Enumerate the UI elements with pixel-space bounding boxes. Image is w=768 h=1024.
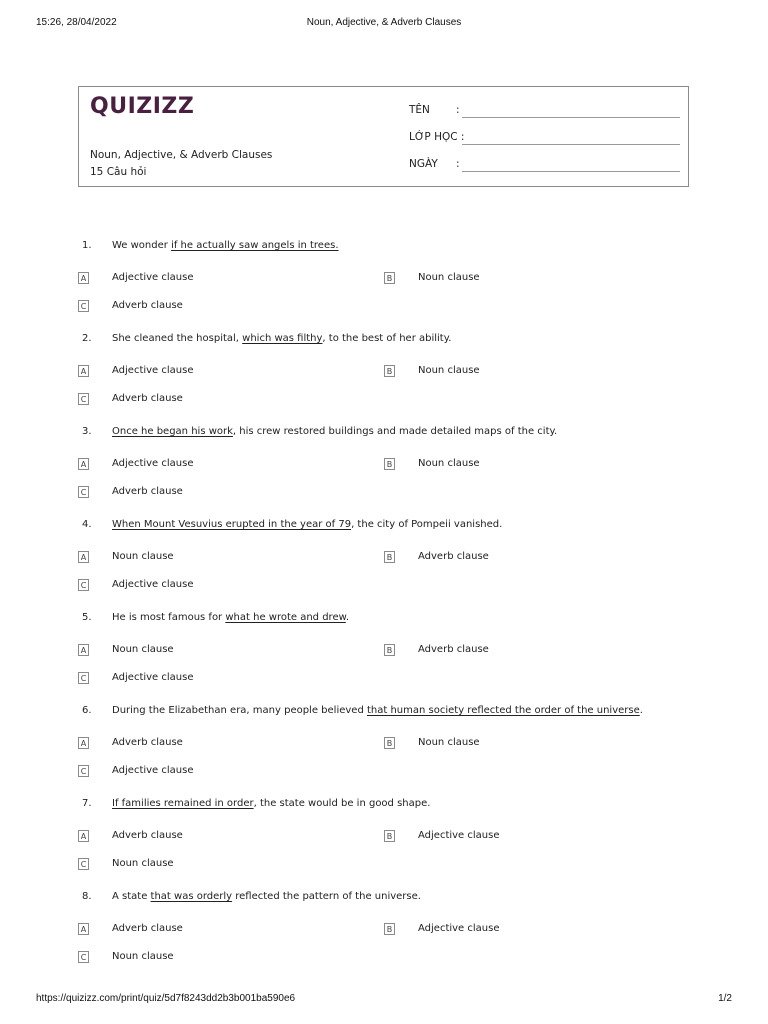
option-letter-box: C <box>78 486 89 498</box>
option-text: Noun clause <box>112 644 174 655</box>
question-number: 2. <box>82 333 92 344</box>
option-letter-box: A <box>78 458 89 470</box>
question-text: She cleaned the hospital, which was filthy, to the best of her ability. <box>112 333 452 344</box>
option-letter-box: A <box>78 272 89 284</box>
name-colon: : <box>456 104 460 116</box>
option-letter-box: A <box>78 737 89 749</box>
class-label: LỚP HỌC : <box>409 131 465 143</box>
question-text: When Mount Vesuvius erupted in the year of 79, the city of Pompeii vanished. <box>112 519 503 530</box>
class-input-line[interactable] <box>462 144 680 145</box>
option-text: Noun clause <box>112 951 174 962</box>
option-letter-box: B <box>384 365 395 377</box>
underlined-clause: Once he began his work <box>112 426 233 437</box>
date-colon: : <box>456 158 460 170</box>
question-number: 6. <box>82 705 92 716</box>
option-text: Adverb clause <box>112 486 183 497</box>
date-input-line[interactable] <box>462 171 680 172</box>
option-letter-box: B <box>384 737 395 749</box>
underlined-clause: that was orderly <box>150 891 233 902</box>
question-item <box>78 333 690 423</box>
option-letter-box: B <box>384 830 395 842</box>
option-letter-box: A <box>78 551 89 563</box>
question-item <box>78 891 690 981</box>
question-text: Once he began his work, his crew restored buildings and made detailed maps of the city. <box>112 426 558 437</box>
question-item <box>78 426 690 516</box>
underlined-clause: that human society reflected the order of the universe <box>366 705 640 716</box>
option-letter-box: B <box>384 272 395 284</box>
option-letter-box: C <box>78 579 89 591</box>
print-header <box>36 17 732 31</box>
question-item <box>78 705 690 795</box>
option-text: Adjective clause <box>112 765 194 776</box>
option-letter-box: C <box>78 300 89 312</box>
quiz-title: Noun, Adjective, & Adverb Clauses <box>90 149 273 161</box>
question-number: 3. <box>82 426 92 437</box>
option-text: Adjective clause <box>112 579 194 590</box>
option-letter-box: A <box>78 923 89 935</box>
print-title: Noun, Adjective, & Adverb Clauses <box>306 17 462 28</box>
question-item <box>78 612 690 702</box>
option-letter-box: A <box>78 365 89 377</box>
question-text: A state that was orderly reflected the pattern of the universe. <box>112 891 421 902</box>
print-url[interactable]: https://quizizz.com/print/quiz/5d7f8243dd2b3b001ba590e6 <box>36 993 296 1004</box>
question-number: 4. <box>82 519 92 530</box>
option-text: Adjective clause <box>112 365 194 376</box>
name-label: TÊN <box>409 104 430 116</box>
print-timestamp: 15:26, 28/04/2022 <box>36 17 117 28</box>
underlined-clause: which was filthy <box>242 333 323 344</box>
underlined-clause: If families remained in order <box>112 798 254 809</box>
option-text: Adjective clause <box>112 272 194 283</box>
option-letter-box: C <box>78 951 89 963</box>
question-text: During the Elizabethan era, many people believed that human society reflected the order of the universe. <box>112 705 643 716</box>
quiz-header-box <box>78 86 689 187</box>
option-text: Noun clause <box>418 272 480 283</box>
option-text: Adverb clause <box>418 644 489 655</box>
option-letter-box: B <box>384 644 395 656</box>
option-text: Noun clause <box>418 365 480 376</box>
question-text: We wonder if he actually saw angels in trees. <box>112 240 339 251</box>
quizizz-logo: QUIZIZZ <box>90 94 195 119</box>
option-letter-box: B <box>384 458 395 470</box>
option-letter-box: A <box>78 644 89 656</box>
option-text: Noun clause <box>112 551 174 562</box>
question-item <box>78 240 690 330</box>
question-number: 1. <box>82 240 92 251</box>
option-letter-box: C <box>78 393 89 405</box>
option-letter-box: C <box>78 858 89 870</box>
date-label: NGÀY <box>409 158 438 170</box>
option-letter-box: C <box>78 672 89 684</box>
question-count: 15 Câu hỏi <box>90 166 147 178</box>
underlined-clause: if he actually saw angels in trees. <box>171 240 339 251</box>
print-footer <box>36 993 732 1007</box>
question-item <box>78 798 690 888</box>
option-text: Adverb clause <box>112 923 183 934</box>
page-number: 1/2 <box>718 993 732 1004</box>
option-text: Adjective clause <box>112 672 194 683</box>
option-letter-box: A <box>78 830 89 842</box>
question-text: If families remained in order, the state would be in good shape. <box>112 798 431 809</box>
option-text: Adjective clause <box>418 923 500 934</box>
option-text: Adverb clause <box>112 300 183 311</box>
underlined-clause: When Mount Vesuvius erupted in the year of 79 <box>112 519 352 530</box>
option-text: Adverb clause <box>112 830 183 841</box>
name-input-line[interactable] <box>462 117 680 118</box>
option-text: Adverb clause <box>418 551 489 562</box>
option-text: Adjective clause <box>418 830 500 841</box>
question-number: 7. <box>82 798 92 809</box>
question-text: He is most famous for what he wrote and drew. <box>112 612 350 623</box>
option-letter-box: B <box>384 551 395 563</box>
question-number: 5. <box>82 612 92 623</box>
option-text: Adverb clause <box>112 737 183 748</box>
option-text: Noun clause <box>112 858 174 869</box>
underlined-clause: what he wrote and drew <box>225 612 346 623</box>
option-letter-box: B <box>384 923 395 935</box>
question-item <box>78 519 690 609</box>
option-text: Noun clause <box>418 458 480 469</box>
option-text: Adjective clause <box>112 458 194 469</box>
question-number: 8. <box>82 891 92 902</box>
option-text: Adverb clause <box>112 393 183 404</box>
option-letter-box: C <box>78 765 89 777</box>
option-text: Noun clause <box>418 737 480 748</box>
